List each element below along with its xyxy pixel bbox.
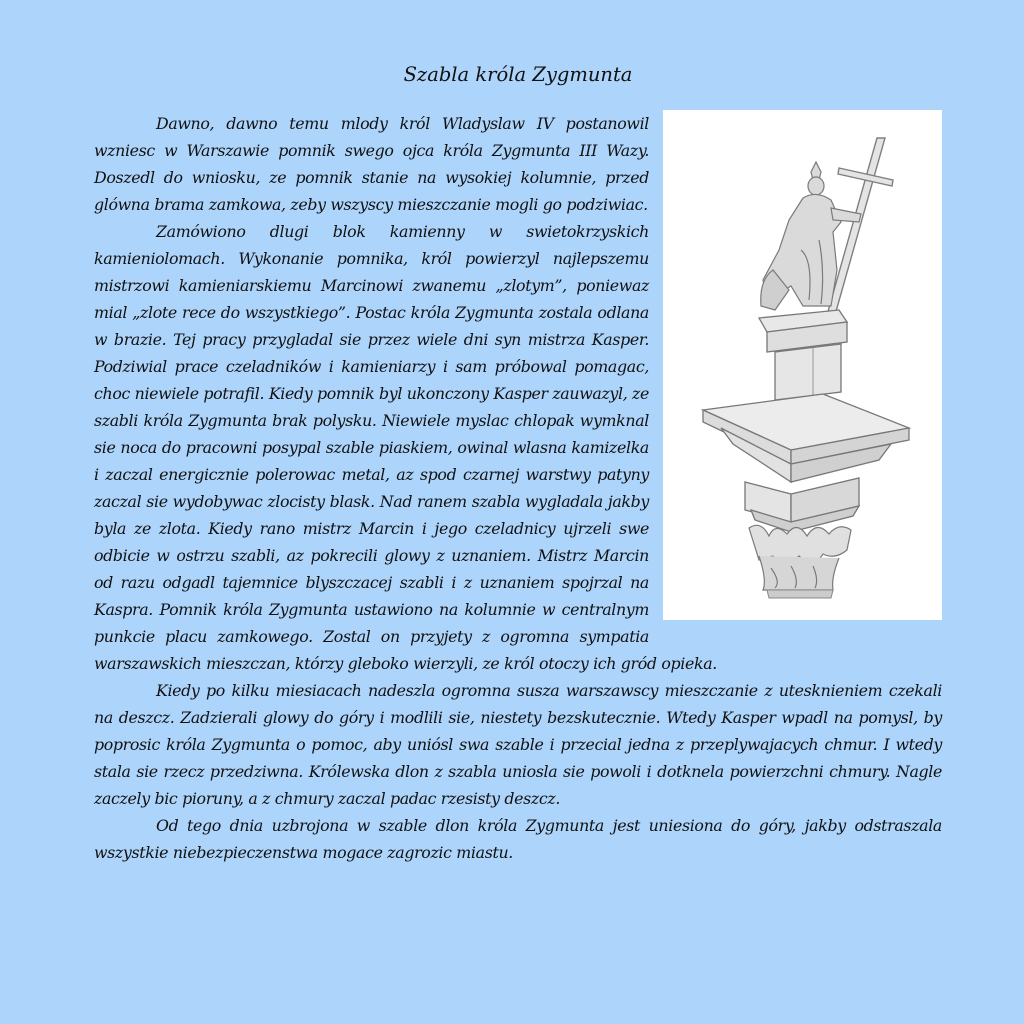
paragraph: Dawno, dawno temu mlody król Wladyslaw IV postanowil wzniesc w Warszawie pomnik swego ojca króla Zygmunta III Wazy. Doszedl do wniosku, ze pomnik stanie na wysokiej kolumnie, przed glówna brama zamkowa, zeby wszyscy mieszczanie mogli go podziwiac. bbox=[94, 114, 649, 214]
paragraph: Kiedy po kilku miesiacach nadeszla ogromna susza warszawscy mieszczanie z utesknieniem czekali na deszcz. Zadzierali glowy do góry i modlili sie, niestety bezskutecznie. Wtedy Kasper wpadl na pomysl, by poprosic króla Zygmunta o pomoc, aby uniósl swa szable i przecial jedna z przeplywajacych chmur. I wtedy stala sie rzecz przedziwna. Królewska dlon z szabla uniosla sie powoli i dotknela powierzchni chmury. Nagle zaczely bic pioruny, a z chmury zaczal padac rzesisty deszcz. bbox=[94, 681, 942, 808]
document-page bbox=[94, 60, 942, 866]
column-sketch-icon bbox=[663, 110, 942, 620]
paragraph: Od tego dnia uzbrojona w szable dlon króla Zygmunta jest uniesiona do góry, jakby odstraszala wszystkie niebezpieczenstwa mogace zagrozic miastu. bbox=[94, 816, 942, 862]
zygmunt-column-illustration bbox=[663, 110, 942, 620]
paragraph: Zamówiono dlugi blok kamienny w swietokrzyskich kamieniolomach. Wykonanie pomnika, król powierzyl najlepszemu mistrzowi kamieniarskiemu Marcinowi zwanemu „zlotym”, poniewaz mial „zlote rece do wszystkiego”. Postac króla Zygmunta zostala odlana w brazie. Tej pracy przygladal sie przez wiele dni syn mistrza Kasper. Podziwial prace czeladników i kamieniarzy i sam próbowal pomagac, choc niewiele potrafil. Kiedy pomnik byl ukonczony Kasper zauwazyl, ze szabli króla Zygmunta brak polysku. Niewiele myslac chlopak wymknal sie noca do pracowni posypal szable piaskiem, owinal wlasna kamizelka i zaczal energicznie polerowac metal, az spod czarnej warstwy patyny zaczal sie wydobywac zlocisty blask. Nad ranem szabla wygladala jakby byla ze zlota. Kiedy rano mistrz Marcin i jego czeladnicy ujrzeli swe odbicie w ostrzu szabli, az pokrecili glowy z uznaniem. Mistrz Marcin od razu odgadl tajemnice blyszczacej szabli i z uznaniem spojrzal na Kaspra. Pomnik króla Zygmunta ustawiono na kolumnie w centralnym punkcie placu zamkowego. Zostal on przyjety z ogromna sympatia warszawskich mieszczan, którzy gleboko wierzyli, ze król otoczy ich gród opieka. bbox=[94, 222, 717, 673]
story-body bbox=[94, 110, 942, 866]
page-title: Szabla króla Zygmunta bbox=[403, 63, 633, 86]
